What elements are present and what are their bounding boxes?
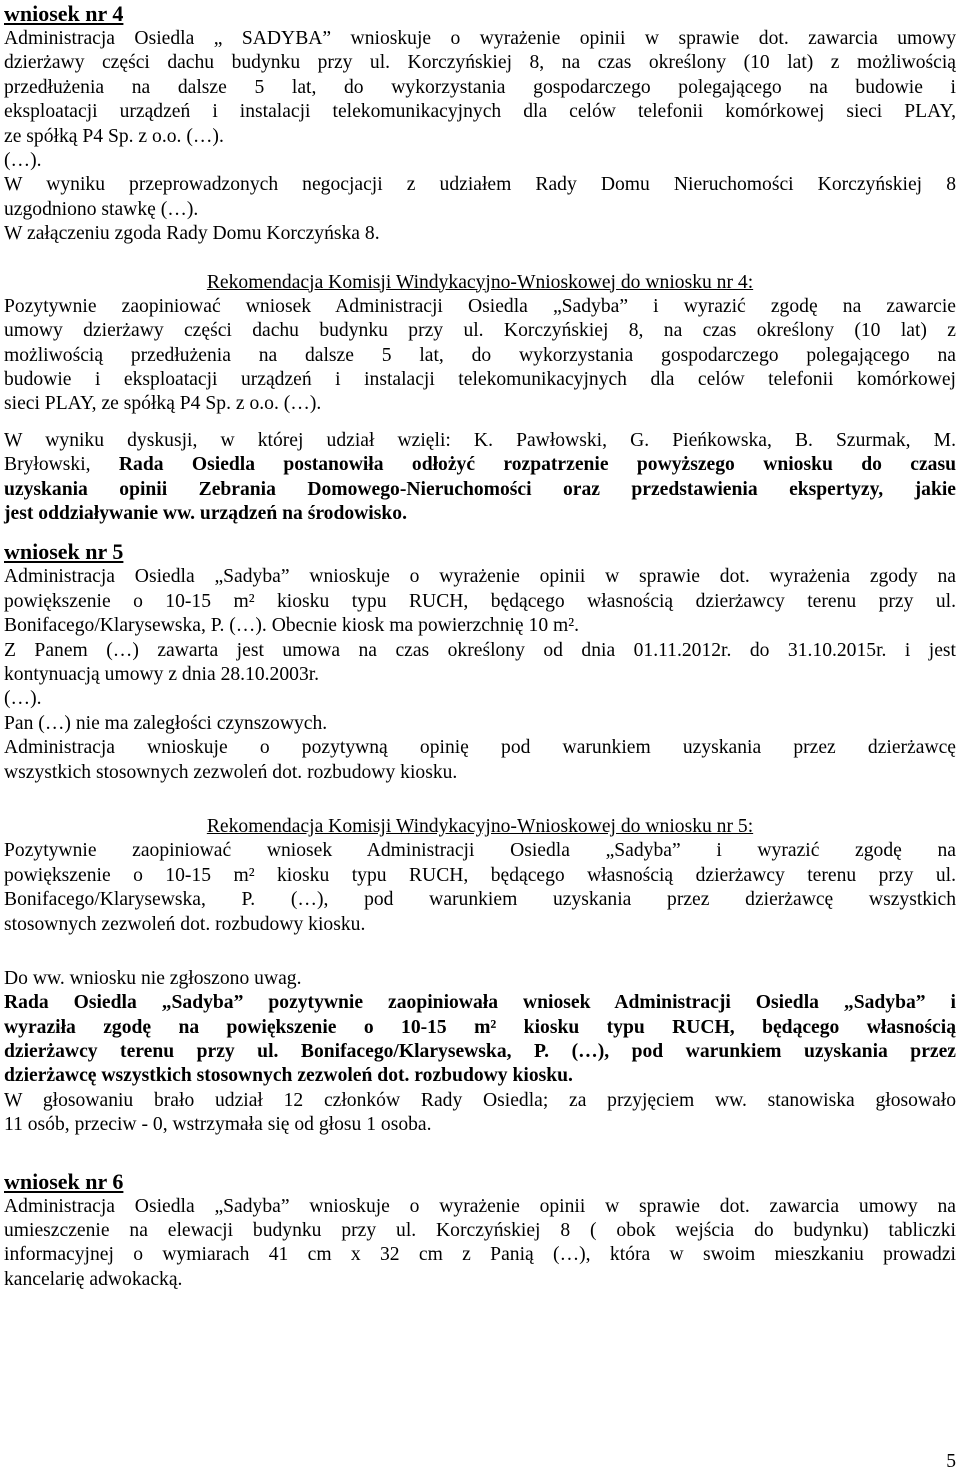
document-page xyxy=(4,0,956,1292)
no-remarks-line: Do ww. wniosku nie zgłoszono uwag. xyxy=(4,967,302,989)
recommendation-line: Pozytywnie zaopiniować wniosek Administracji Osiedla „Sadyba” i wyrazić zgodę na xyxy=(4,840,956,862)
council-decision-line: wyraziła zgodę na powiększenie o 10-15 m² kiosku typu RUCH, będącego własnością xyxy=(4,1016,956,1038)
council-decision-line: uzyskania opinii Zebrania Domowego-Nieruchomości oraz przedstawienia ekspertyzy, jakie xyxy=(4,478,956,500)
recommendation-line: umowy dzierżawy części dachu budynku przy ul. Korczyńskiej 8, na czas określony (10 lat) z xyxy=(4,320,956,342)
discussion-names: Bryłowski, xyxy=(4,454,119,476)
spacer xyxy=(4,417,956,429)
paragraph-line: Bonifacego/Klarysewska, P. (…). Obecnie kiosk ma powierzchnię 10 m². xyxy=(4,615,580,637)
discussion-line: W wyniku dyskusji, w której udział wzięli: K. Pawłowski, G. Pieńkowska, B. Szurmak, M. xyxy=(4,429,956,451)
paragraph-line: Administracja Osiedla „ SADYBA” wnioskuje o wyrażenie opinii w sprawie dot. zawarcia umowy xyxy=(4,28,956,49)
paragraph-line: kancelarię adwokacką. xyxy=(4,1268,183,1290)
paragraph-line: informacyjnej o wymiarach 41 cm x 32 cm z Panią (…), która w swoim mieszkaniu prowadzi xyxy=(4,1244,956,1266)
section-heading-wniosek-5: wniosek nr 5 xyxy=(4,539,124,565)
recommendation-line: stosownych zezwoleń dot. rozbudowy kiosku. xyxy=(4,913,366,935)
paragraph-line: przedłużenia na dalsze 5 lat, do wykorzystania gospodarczego polegającego na budowie i xyxy=(4,76,956,98)
paragraph-line: wszystkich stosownych zezwoleń dot. rozbudowy kiosku. xyxy=(4,761,458,783)
paragraph-line: Administracja Osiedla „Sadyba” wnioskuje o wyrażenie opinii w sprawie dot. wyrażenia zgody na xyxy=(4,566,956,588)
spacer xyxy=(4,785,956,815)
section-heading-wniosek-4: wniosek nr 4 xyxy=(4,1,124,26)
recommendation-line: powiększenie o 10-15 m² kiosku typu RUCH, będącego własnością dzierżawcy terenu przy ul. xyxy=(4,864,956,886)
recommendation-title-5: Rekomendacja Komisji Windykacyjno-Wnioskowej do wniosku nr 5: xyxy=(206,815,754,837)
paragraph-line: kontynuacją umowy z dnia 28.10.2003r. xyxy=(4,663,320,685)
paragraph-line: umieszczenie na elewacji budynku przy ul. Korczyńskiej 8 ( obok wejścia do budynku) tabliczki xyxy=(4,1220,956,1242)
vote-line: 11 osób, przeciw - 0, wstrzymała się od głosu 1 osoba. xyxy=(4,1114,432,1136)
paragraph-line: (…). xyxy=(4,688,42,710)
discussion-line xyxy=(4,453,956,477)
spacer xyxy=(4,247,956,271)
spacer xyxy=(4,1138,956,1168)
council-decision-line: Rada Osiedla „Sadyba” pozytywnie zaopiniowała wniosek Administracji Osiedla „Sadyba” i xyxy=(4,992,956,1014)
paragraph-line: (…). xyxy=(4,149,42,171)
paragraph-line: ze spółką P4 Sp. z o.o. (…). xyxy=(4,125,224,147)
paragraph-line: uzgodniono stawkę (…). xyxy=(4,198,199,220)
recommendation-line: Pozytywnie zaopiniować wniosek Administracji Osiedla „Sadyba” i wyrazić zgodę na zawarcie xyxy=(4,295,956,317)
recommendation-line: Bonifacego/Klarysewska, P. (…), pod warunkiem uzyskania przez dzierżawcę wszystkich xyxy=(4,889,956,911)
recommendation-title-4: Rekomendacja Komisji Windykacyjno-Wnioskowej do wniosku nr 4: xyxy=(206,271,754,293)
paragraph-line: Pan (…) nie ma zaległości czynszowych. xyxy=(4,712,328,734)
recommendation-line: możliwością przedłużenia na dalsze 5 lat, do wykorzystania gospodarczego polegającego na xyxy=(4,344,956,366)
page-number: 5 xyxy=(946,1451,956,1472)
council-decision-line: dzierżawcę wszystkich stosownych zezwoleń dot. rozbudowy kiosku. xyxy=(4,1065,573,1087)
council-decision-text: Rada Osiedla postanowiła odłożyć rozpatrzenie powyższego wniosku do czasu xyxy=(118,454,956,476)
council-decision-line: dzierżawcy terenu przy ul. Bonifacego/Klarysewska, P. (…), pod warunkiem uzyskania przez xyxy=(4,1041,956,1063)
paragraph-line: Administracja Osiedla „Sadyba” wnioskuje o wyrażenie opinii w sprawie dot. zawarcia umowy na xyxy=(4,1195,956,1217)
paragraph-line: Z Panem (…) zawarta jest umowa na czas określony od dnia 01.11.2012r. do 31.10.2015r. i jest xyxy=(4,639,956,661)
recommendation-line: sieci PLAY, ze spółką P4 Sp. z o.o. (…). xyxy=(4,393,322,415)
spacer xyxy=(4,526,956,538)
paragraph-line: dzierżawy części dachu budynku przy ul. Korczyńskiej 8, na czas określony (10 lat) z możliwością xyxy=(4,52,956,74)
recommendation-line: budowie i eksploatacji urządzeń i instalacji telekomunikacyjnych dla celów telefonii komórkowej xyxy=(4,369,956,391)
council-decision-line: jest oddziaływanie ww. urządzeń na środowisko. xyxy=(4,503,407,525)
paragraph-line: W załączeniu zgoda Rady Domu Korczyńska 8. xyxy=(4,223,380,245)
paragraph-line: eksploatacji urządzeń i instalacji telekomunikacyjnych dla celów telefonii komórkowej sieci PLAY, xyxy=(4,101,956,123)
paragraph-line: Administracja wnioskuje o pozytywną opinię pod warunkiem uzyskania przez dzierżawcę xyxy=(4,737,956,759)
section-heading-wniosek-6: wniosek nr 6 xyxy=(4,1168,124,1194)
vote-line: W głosowaniu brało udział 12 członków Rady Osiedla; za przyjęciem ww. stanowiska głosowało xyxy=(4,1089,956,1111)
spacer xyxy=(4,937,956,967)
paragraph-line: W wyniku przeprowadzonych negocjacji z udziałem Rady Domu Nieruchomości Korczyńskiej 8 xyxy=(4,174,956,196)
paragraph-line: powiększenie o 10-15 m² kiosku typu RUCH, będącego własnością dzierżawcy terenu przy ul. xyxy=(4,590,956,612)
